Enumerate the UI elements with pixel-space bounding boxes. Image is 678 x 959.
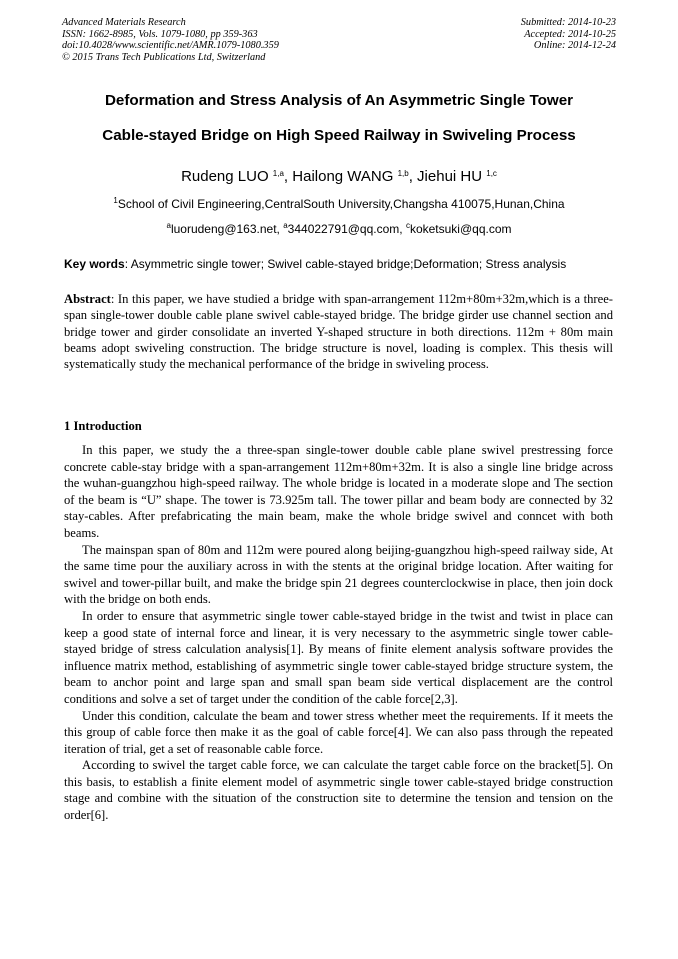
body-paragraph: Under this condition, calculate the beam and tower stress whether meet the requirements. If it meets the this group of cable force then make it as the goal of cable force[4]. We can also pass through the repeated iteration of trial, get a set of reasonable cable force. [64,708,613,756]
email-separator: , [276,222,284,236]
journal-header-left [62,17,279,63]
affiliation [0,197,678,211]
abstract-label: Abstract [64,292,111,306]
body-paragraph: The mainspan span of 80m and 112m were poured along beijing-guangzhou high-speed railway side, At the same time pour the auxiliary across in with the stents at the original bridge location. After waiting for swivel and tower-pillar built, and make the bridge spin 21 degrees counterclockwise in place, then join dock with the bridge on both ends. [64,542,613,607]
author-name: Rudeng LUO [181,168,269,185]
submitted-date: Submitted: 2014-10-23 [520,17,616,28]
abstract-text: : In this paper, we have studied a bridge with span-arrangement 112m+80m+32m,which is a three-span single-tower double cable plane swivel cable-stayed bridge. The bridge girder use channel section and bridge tower and girder consolidate an inverted Y-shaped structure in both directions. 112m + 80m main beams adopt swiveling construction. The bridge structure is novel, loading is complex. This thesis will systematically study the mechanical performance of the bridge in swiveling process. [64,292,613,372]
section-body [64,442,613,824]
online-date: Online: 2014-12-24 [533,40,616,52]
author-separator: , [408,168,418,185]
paper-title-line-1: Deformation and Stress Analysis of An Asymmetric Single Tower [104,92,574,109]
accepted-date: Accepted: 2014-10-25 [524,28,616,40]
author-list [0,168,678,185]
abstract [64,291,613,372]
keywords [64,257,566,271]
doi-line: doi:10.4028/www.scientific.net/AMR.1079-1080.359 [62,40,279,52]
email-mark: a [283,221,288,230]
email-address: koketsuki@qq.com [409,222,512,236]
email-mark: a [166,221,171,230]
email-separator: , [399,222,406,236]
issn-line: ISSN: 1662-8985, Vols. 1079-1080, pp 359-363 [62,28,258,40]
keywords-label: Key words [64,257,125,271]
body-paragraph: According to swivel the target cable force, we can calculate the target cable force on the bracket[5]. On this basis, to establish a finite element model of asymmetric single tower cable-stayed bridge construction stage and combine with the situation of the construction site to determine the tension and tension on the order[6]. [64,758,613,823]
affiliation-mark: 1 [113,196,118,205]
author-affiliation-mark: 1,a [272,169,284,178]
author-name: Jiehui HU [417,168,483,185]
email-list [0,222,678,236]
journal-name: Advanced Materials Research [62,17,186,28]
email-mark: c [405,221,410,230]
email-address: luorudeng@163.net [170,222,277,236]
paper-title-line-2: Cable-stayed Bridge on High Speed Railway in Swiveling Process [102,127,576,144]
copyright-line: © 2015 Trans Tech Publications Ltd, Switzerland [62,51,266,63]
section-heading: 1 Introduction [64,419,142,433]
body-paragraph: In this paper, we study the a three-span single-tower double cable plane swivel prestressing force concrete cable-stay bridge with a span-arrangement 112m+80m+32m. It is also a single line bridge across the wuhan-guangzhou high-speed railway. The whole bridge is located in a moderate slope and The section of the beam is “U” shape. The tower is 73.925m tall. The tower pillar and beam body are connected by 32 stay-cables. After prefabricating the main beam, make the whole bridge swivel and conncet with both beams. [64,443,613,540]
author-name: Hailong WANG [292,168,394,185]
journal-header-right [521,17,616,52]
author-separator: , [283,168,293,185]
author-affiliation-mark: 1,c [486,169,497,178]
body-paragraph: In order to ensure that asymmetric single tower cable-stayed bridge in the twist and twist in place can keep a good state of internal force and linear, it is very necessary to the asymmetric single tower cable-stayed bridge of stress calculation analysis[1]. By means of finite element analysis software provides the influence matrix method, establishing of asymmetric single tower cable-stayed bridge structure system, the beam to anchor point and large span and small span beam side vertical displacement are the control conditions and solve a set of target under the condition of the cable force[2,3]. [64,608,613,706]
affiliation-text: School of Civil Engineering,CentralSouth University,Changsha 410075,Hunan,China [117,197,565,211]
keywords-text: : Asymmetric single tower; Swivel cable-stayed bridge;Deformation; Stress analysis [124,257,567,271]
email-address: 344022791@qq.com [287,222,400,236]
author-affiliation-mark: 1,b [397,169,409,178]
